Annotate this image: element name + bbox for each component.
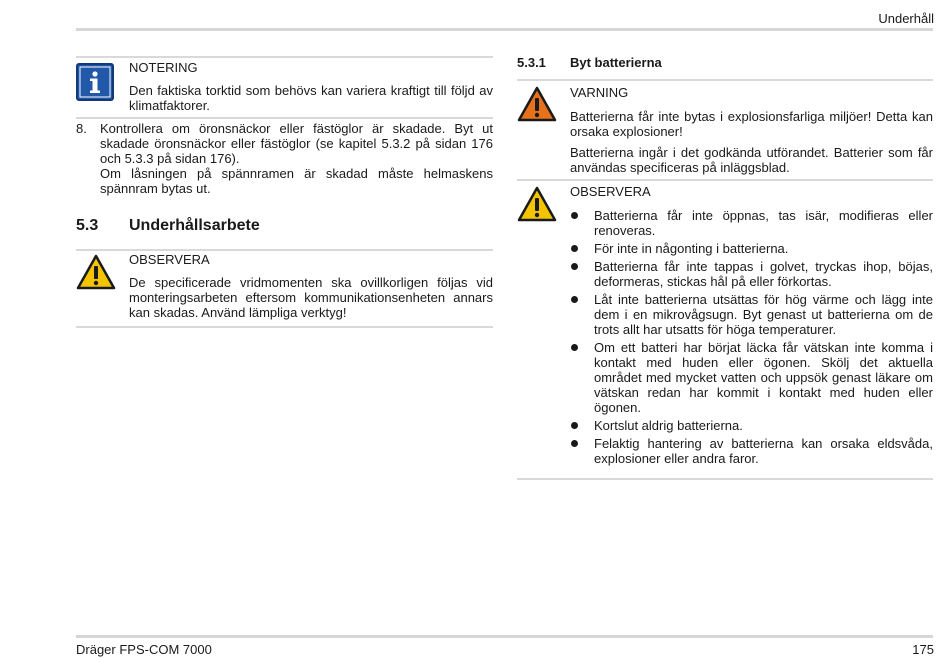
step-number: 8. (76, 121, 87, 136)
subsection-number: 5.3.1 (517, 55, 546, 70)
step-text-1: Kontrollera om öronsnäckor eller fästöglor är skadade. Byt ut skadade öronsnäckor eller fästöglor (se kapitel 5.3.2 på sidan 176 och 5.3.3 på sidan 176). (100, 121, 493, 166)
caution-bottom-rule (76, 326, 493, 328)
footer-product: Dräger FPS-COM 7000 (76, 642, 212, 657)
info-icon (76, 63, 114, 104)
list-item-text: Låt inte batterierna utsättas för hög värme och lägg inte dem i en mikrovågsugn. Byt genast ut batterierna om de trots allt har utsatts för höga temperaturer. (594, 292, 933, 337)
warning-heading: VARNING (570, 85, 629, 100)
notice-text: Den faktiska torktid som behövs kan variera kraftigt till följd av klimatfaktorer. (129, 83, 493, 113)
warning-top-rule (517, 79, 933, 81)
bullet-icon (571, 296, 578, 303)
bullet-icon (571, 245, 578, 252)
caution-heading: OBSERVERA (129, 252, 210, 267)
caution-list (570, 208, 933, 469)
list-item-text: Batterierna får inte öppnas, tas isär, modifieras eller renoveras. (594, 208, 933, 238)
caution-right-bottom-rule (517, 478, 933, 480)
list-item (570, 208, 933, 238)
caution-text: De specificerade vridmomenten ska ovillkorligen följas vid monteringsarbeten eftersom kommunikationsenheten annars kan skadas. Använd lämpliga verktyg! (129, 275, 493, 320)
step-text-2: Om låsningen på spännramen är skadad måste helmaskens spännram bytas ut. (100, 166, 493, 196)
section-number: 5.3 (76, 217, 99, 234)
list-item-text: För inte in någonting i batterierna. (594, 241, 789, 256)
list-item (570, 241, 933, 256)
bullet-icon (571, 440, 578, 447)
list-item-text: Batterierna får inte tappas i golvet, tryckas ihop, böjas, deformeras, stickas hål på eller förkortas. (594, 259, 933, 289)
warning-text-1: Batterierna får inte bytas i explosionsfarliga miljöer! Detta kan orsaka explosioner! (570, 109, 933, 139)
footer-rule (76, 635, 933, 638)
bullet-icon (571, 422, 578, 429)
running-header: Underhåll (878, 11, 934, 26)
notice-heading: NOTERING (129, 60, 198, 75)
notice-bottom-rule (76, 117, 493, 119)
list-item (570, 340, 933, 415)
warning-icon (517, 86, 557, 125)
step-text (100, 121, 493, 196)
header-rule (76, 28, 933, 31)
list-item (570, 436, 933, 466)
page-number: 175 (912, 642, 934, 657)
caution-top-rule (76, 249, 493, 251)
list-item-text: Om ett batteri har börjat läcka får vätskan inte komma i kontakt med huden eller ögonen. Skölj det aktuella området med mycket vatten och uppsök genast läkare om vätskan redan har kommit i kontakt med huden eller ögonen. (594, 340, 933, 415)
bullet-icon (571, 263, 578, 270)
warning-icon (76, 254, 116, 293)
caution-right-heading: OBSERVERA (570, 184, 651, 199)
list-item (570, 259, 933, 289)
list-item (570, 292, 933, 337)
notice-top-rule (76, 56, 493, 58)
list-item-text: Felaktig hantering av batterierna kan orsaka eldsvåda, explosioner eller andra faror. (594, 436, 933, 466)
section-title: Underhållsarbete (129, 217, 260, 234)
list-item-text: Kortslut aldrig batterierna. (594, 418, 743, 433)
subsection-title: Byt batterierna (570, 55, 662, 70)
bullet-icon (571, 212, 578, 219)
bullet-icon (571, 344, 578, 351)
caution-right-top-rule (517, 179, 933, 181)
warning-text-2: Batterierna ingår i det godkända utförandet. Batterier som får användas specificeras på inläggsblad. (570, 145, 933, 175)
warning-icon (517, 186, 557, 225)
list-item (570, 418, 933, 433)
